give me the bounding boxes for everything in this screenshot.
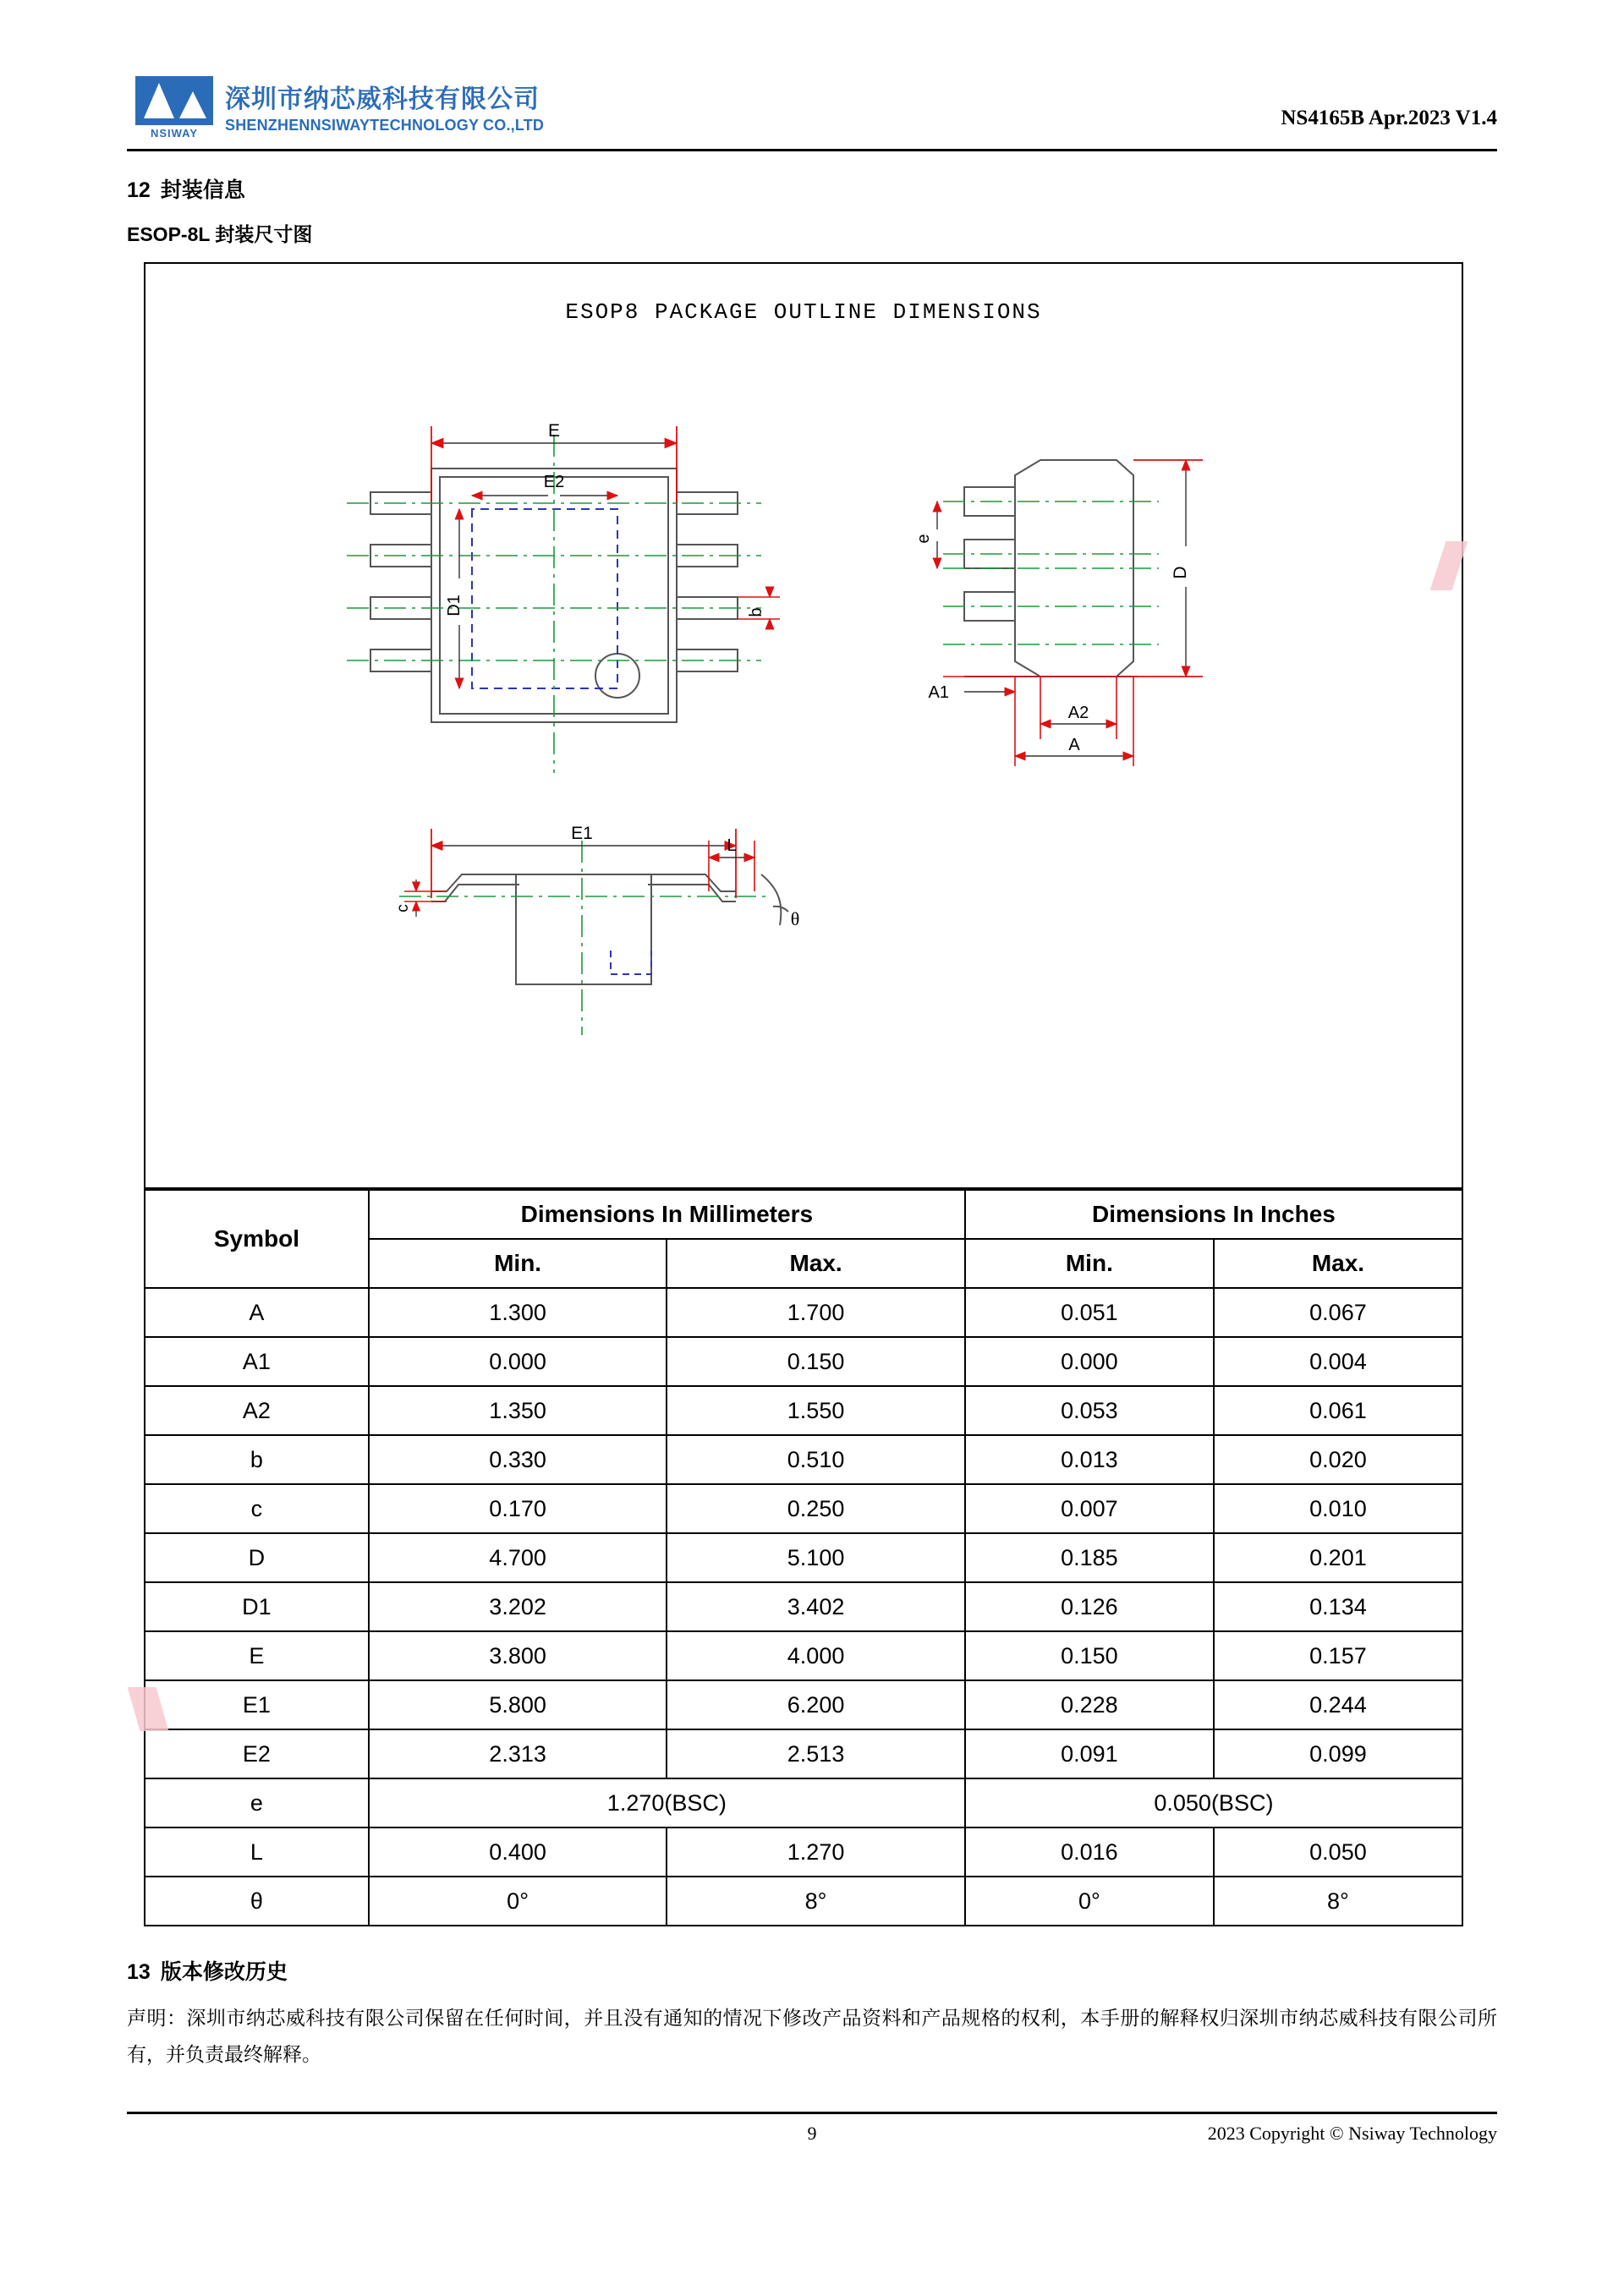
section-title-13: 版本修改历史 [160, 1960, 288, 1984]
table-row [145, 1435, 1462, 1484]
cell-symbol: D1 [145, 1582, 369, 1631]
cell-mm-max: 1.270 [667, 1827, 965, 1877]
col-mm-max: Max. [667, 1239, 965, 1288]
cell-mm-max: 4.000 [667, 1631, 965, 1680]
cell-symbol: E [145, 1631, 369, 1680]
cell-symbol: E1 [145, 1680, 369, 1729]
cell-mm-max: 0.150 [667, 1337, 965, 1386]
cell-symbol: c [145, 1484, 369, 1533]
revision-disclaimer-text: 声明：深圳市纳芯威科技有限公司保留在任何时间，并且没有通知的情况下修改产品资料和产品规格的权利，本手册的解释权归深圳市纳芯威科技有限公司所有，并负责最终解释。 [127, 2008, 1497, 2065]
label-A: A [1068, 736, 1080, 754]
cell-symbol: e [145, 1778, 369, 1827]
cell-symbol: D [145, 1533, 369, 1582]
cell-in-max: 0.067 [1214, 1288, 1462, 1337]
cell-mm-max: 0.250 [667, 1484, 965, 1533]
footer-divider [127, 2112, 1497, 2114]
table-row [145, 1877, 1462, 1926]
cell-in-min: 0.007 [965, 1484, 1214, 1533]
cell-in-max: 0.201 [1214, 1533, 1462, 1582]
drawing-area [145, 333, 1462, 1187]
cell-in-min: 0.150 [965, 1631, 1214, 1680]
label-E1: E1 [571, 824, 593, 843]
cell-in-merged: 0.050(BSC) [965, 1778, 1462, 1827]
nsiway-logo-icon [135, 76, 213, 142]
header-divider [127, 149, 1497, 151]
label-e: e [914, 534, 933, 544]
cell-symbol: θ [145, 1877, 369, 1926]
cell-symbol: E2 [145, 1729, 369, 1778]
label-b: b [747, 607, 765, 617]
cell-mm-min: 4.700 [369, 1533, 667, 1582]
label-c: c [394, 904, 412, 912]
label-A2: A2 [1067, 704, 1089, 722]
cell-mm-min: 0.400 [369, 1827, 667, 1877]
cell-in-min: 0.185 [965, 1533, 1214, 1582]
cell-in-max: 0.244 [1214, 1680, 1462, 1729]
cell-mm-min: 0.170 [369, 1484, 667, 1533]
cell-mm-max: 5.100 [667, 1533, 965, 1582]
cell-in-max: 0.004 [1214, 1337, 1462, 1386]
cell-symbol: b [145, 1435, 369, 1484]
section-number-12: 12 [127, 178, 151, 202]
cell-mm-min: 0.000 [369, 1337, 667, 1386]
table-row [145, 1778, 1462, 1827]
cell-mm-min: 1.300 [369, 1288, 667, 1337]
table-row [145, 1484, 1462, 1533]
cell-in-min: 0.126 [965, 1582, 1214, 1631]
label-A1: A1 [928, 683, 949, 702]
table-row [145, 1827, 1462, 1877]
cell-symbol: A2 [145, 1386, 369, 1435]
logo-wordmark: NSIWAY [150, 127, 199, 140]
cell-mm-min: 5.800 [369, 1680, 667, 1729]
cell-mm-max: 8° [667, 1877, 965, 1926]
copyright-notice: 2023 Copyright © Nsiway Technology [1207, 2123, 1497, 2145]
table-row [145, 1533, 1462, 1582]
document-reference: NS4165B Apr.2023 V1.4 [1281, 107, 1497, 129]
logo-mountain-mark [135, 76, 213, 125]
cell-mm-max: 0.510 [667, 1435, 965, 1484]
dimension-table-head [145, 1190, 1462, 1288]
section-heading-revision [127, 1955, 1497, 1986]
cell-mm-max: 1.550 [667, 1386, 965, 1435]
cell-symbol: L [145, 1827, 369, 1877]
page-number: 9 [807, 2123, 817, 2145]
label-D1: D1 [445, 595, 464, 616]
col-group-mm: Dimensions In Millimeters [369, 1190, 965, 1239]
col-in-max: Max. [1214, 1239, 1462, 1288]
cell-mm-max: 3.402 [667, 1582, 965, 1631]
cell-in-max: 0.010 [1214, 1484, 1462, 1533]
cell-in-max: 0.050 [1214, 1827, 1462, 1877]
page-header [127, 68, 1497, 149]
company-name-cn: 深圳市纳芯威科技有限公司 [225, 85, 540, 113]
cell-in-max: 8° [1214, 1877, 1462, 1926]
subsection-heading-esop8l: ESOP-8L 封装尺寸图 [127, 223, 313, 245]
drawing-title: ESOP8 PACKAGE OUTLINE DIMENSIONS [565, 299, 1042, 325]
col-group-in: Dimensions In Inches [965, 1190, 1462, 1239]
dimension-table-body [145, 1288, 1462, 1926]
table-row [145, 1631, 1462, 1680]
dimension-table [144, 1189, 1463, 1926]
col-mm-min: Min. [369, 1239, 667, 1288]
table-row [145, 1680, 1462, 1729]
col-symbol: Symbol [145, 1190, 369, 1288]
table-row [145, 1729, 1462, 1778]
cell-mm-min: 2.313 [369, 1729, 667, 1778]
section-title-12: 封装信息 [160, 178, 245, 202]
package-drawing-frame [144, 262, 1463, 1189]
company-branding [135, 76, 544, 142]
cell-in-min: 0° [965, 1877, 1214, 1926]
table-row [145, 1582, 1462, 1631]
cell-in-min: 0.051 [965, 1288, 1214, 1337]
cell-mm-min: 3.800 [369, 1631, 667, 1680]
cell-in-min: 0.091 [965, 1729, 1214, 1778]
label-theta: θ [790, 908, 800, 929]
table-row [145, 1386, 1462, 1435]
cell-in-min: 0.000 [965, 1337, 1214, 1386]
cell-in-max: 0.134 [1214, 1582, 1462, 1631]
label-E2: E2 [543, 473, 565, 491]
cell-symbol: A1 [145, 1337, 369, 1386]
cell-mm-min: 0.330 [369, 1435, 667, 1484]
cell-in-min: 0.016 [965, 1827, 1214, 1877]
cell-mm-min: 0° [369, 1877, 667, 1926]
company-name-block [225, 84, 544, 134]
cell-in-min: 0.053 [965, 1386, 1214, 1435]
cell-mm-min: 3.202 [369, 1582, 667, 1631]
label-L: L [727, 836, 737, 855]
cell-in-min: 0.013 [965, 1435, 1214, 1484]
page-footer [127, 2123, 1497, 2145]
cell-symbol: A [145, 1288, 369, 1337]
cell-mm-max: 6.200 [667, 1680, 965, 1729]
label-E: E [547, 421, 561, 441]
cell-in-max: 0.020 [1214, 1435, 1462, 1484]
table-header-row-1 [145, 1190, 1462, 1239]
cell-in-max: 0.157 [1214, 1631, 1462, 1680]
table-row [145, 1337, 1462, 1386]
section-number-13: 13 [127, 1960, 151, 1984]
cell-in-min: 0.228 [965, 1680, 1214, 1729]
cell-mm-max: 1.700 [667, 1288, 965, 1337]
cell-mm-min: 1.350 [369, 1386, 667, 1435]
section-heading-package [127, 173, 1497, 204]
company-name-en: SHENZHENNSIWAYTECHNOLOGY CO.,LTD [225, 116, 545, 134]
cell-mm-max: 2.513 [667, 1729, 965, 1778]
cell-in-max: 0.061 [1214, 1386, 1462, 1435]
table-row [145, 1288, 1462, 1337]
col-in-min: Min. [965, 1239, 1214, 1288]
package-outline-svg [145, 333, 1462, 1187]
cell-in-max: 0.099 [1214, 1729, 1462, 1778]
cell-mm-merged: 1.270(BSC) [369, 1778, 965, 1827]
label-D: D [1171, 566, 1190, 579]
